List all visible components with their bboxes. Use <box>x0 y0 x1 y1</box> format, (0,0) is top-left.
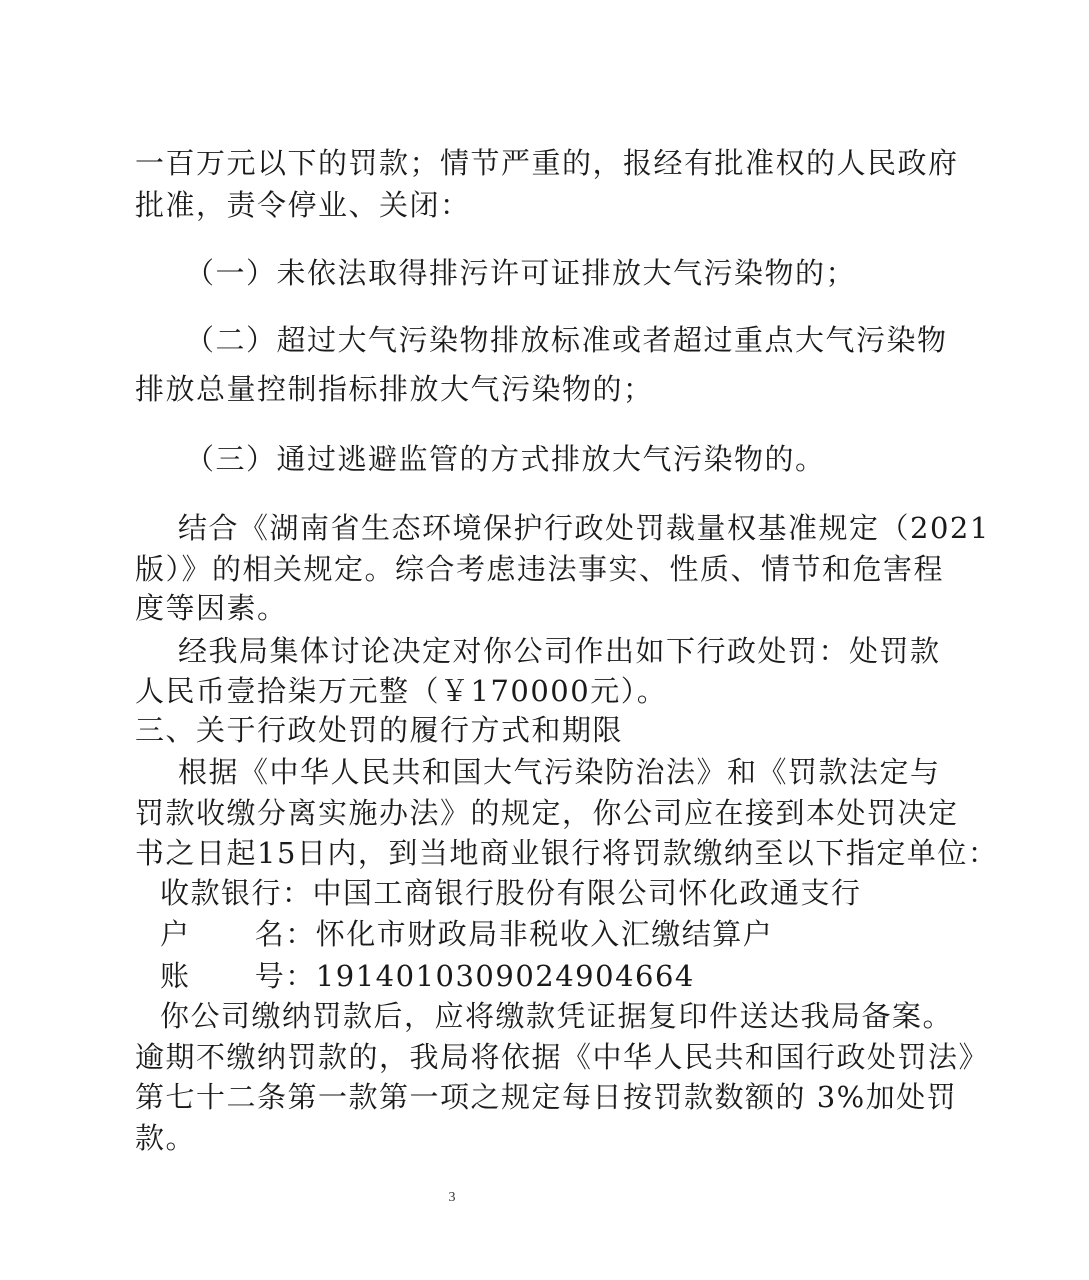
text-line: 人民币壹拾柒万元整（￥170000元）。 <box>135 674 668 708</box>
bank-name-line: 收款银行：中国工商银行股份有限公司怀化政通支行 <box>160 876 862 910</box>
page-number: 3 <box>448 1190 456 1205</box>
account-number-line: 账 号：1914010309024904664 <box>160 959 695 993</box>
text-line: 书之日起15日内，到当地商业银行将罚款缴纳至以下指定单位： <box>135 836 999 870</box>
text-line: 款。 <box>135 1121 197 1155</box>
text-line: 度等因素。 <box>135 591 288 625</box>
text-line: 逾期不缴纳罚款的，我局将依据《中华人民共和国行政处罚法》 <box>135 1040 990 1074</box>
text-line: （二）超过大气污染物排放标准或者超过重点大气污染物 <box>185 323 948 357</box>
text-line: 排放总量控制指标排放大气污染物的； <box>135 372 654 406</box>
account-name-line: 户 名：怀化市财政局非税收入汇缴结算户 <box>160 917 774 951</box>
text-line: （一）未依法取得排污许可证排放大气污染物的； <box>185 256 857 290</box>
text-line: 根据《中华人民共和国大气污染防治法》和《罚款法定与 <box>178 755 941 789</box>
text-line: 结合《湖南省生态环境保护行政处罚裁量权基准规定（2021 <box>178 511 990 545</box>
text-line: 版）》的相关规定。综合考虑违法事实、性质、情节和危害程 <box>135 552 945 586</box>
text-line: 一百万元以下的罚款；情节严重的，报经有批准权的人民政府 <box>135 146 959 180</box>
text-line: 经我局集体讨论决定对你公司作出如下行政处罚：处罚款 <box>178 634 941 668</box>
text-line: 批准，责令停业、关闭： <box>135 188 471 222</box>
text-line: （三）通过逃避监管的方式排放大气污染物的。 <box>185 442 826 476</box>
text-line: 你公司缴纳罚款后，应将缴款凭证据复印件送达我局备案。 <box>160 999 954 1033</box>
section-heading: 三、关于行政处罚的履行方式和期限 <box>135 713 624 747</box>
text-line: 第七十二条第一款第一项之规定每日按罚款数额的 3%加处罚 <box>135 1080 958 1114</box>
text-line: 罚款收缴分离实施办法》的规定，你公司应在接到本处罚决定 <box>135 796 959 830</box>
